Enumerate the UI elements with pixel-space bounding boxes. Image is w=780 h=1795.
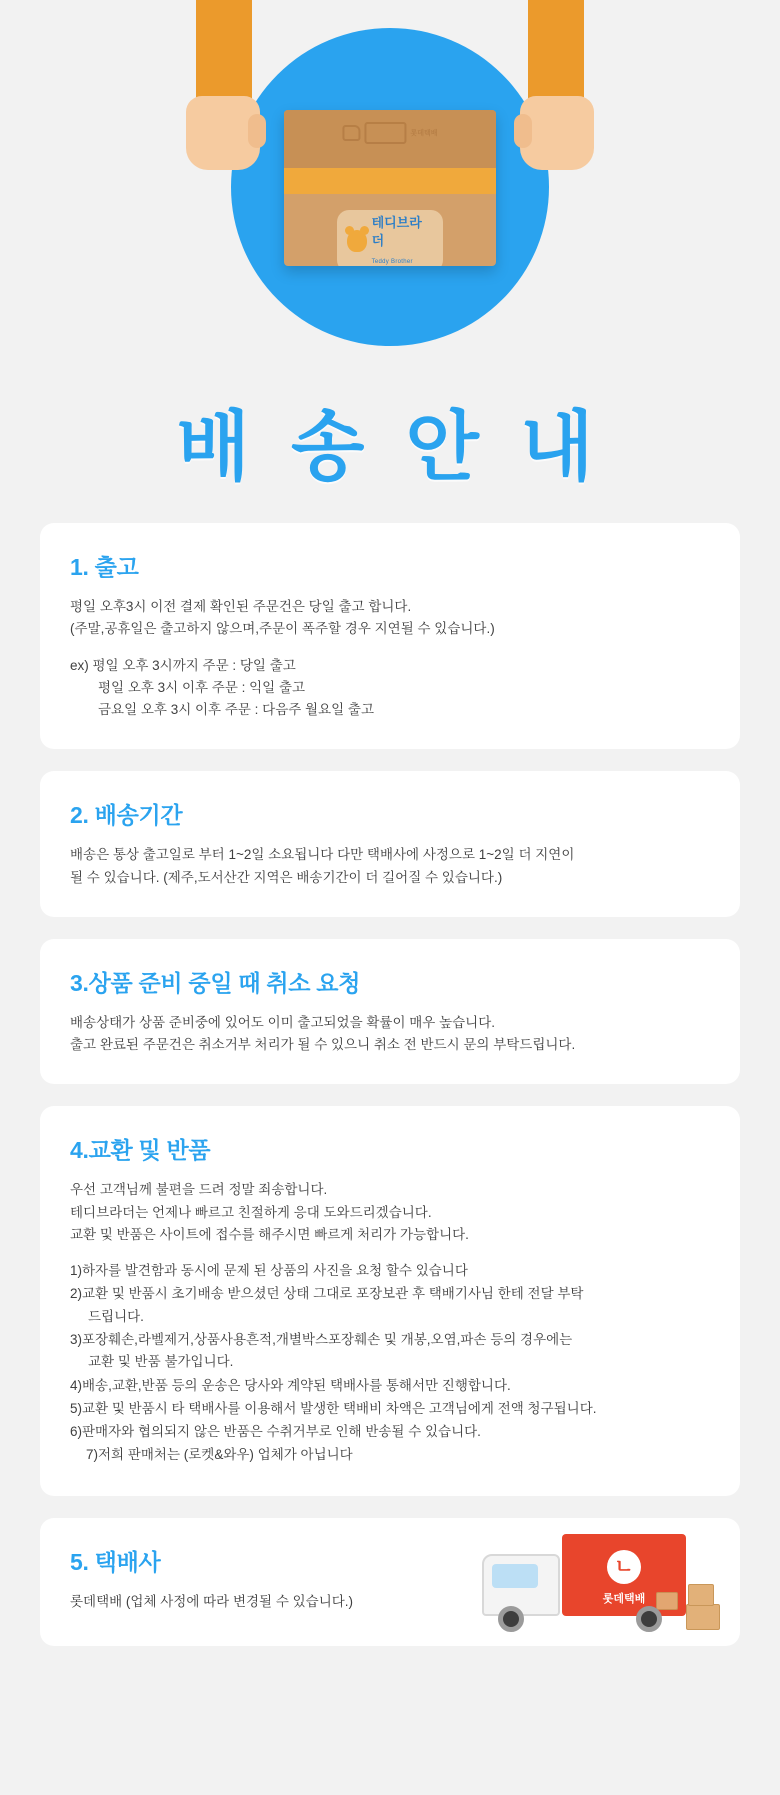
list-item-text: 7)저희 판매처는 (로켓&와우) 업체가 아닙니다	[86, 1447, 353, 1463]
example-line: ex) 평일 오후 3시까지 주문 : 당일 출고	[70, 657, 296, 673]
list-item	[70, 1398, 710, 1420]
list-item	[70, 1260, 710, 1282]
section-line: 출고 완료된 주문건은 취소거부 처리가 될 수 있으니 취소 전 반드시 문의 부탁드립니다.	[70, 1037, 576, 1053]
list-item	[70, 1421, 710, 1443]
right-hand	[520, 96, 594, 170]
section-delivery-period	[40, 771, 740, 917]
section-heading: 3.상품 준비 중일 때 취소 요청	[70, 969, 361, 996]
box-tape	[284, 168, 496, 194]
section-heading: 2. 배송기간	[70, 802, 183, 829]
hero-illustration	[0, 0, 780, 380]
example-line: 평일 오후 3시 이후 주문 : 익일 출고	[98, 679, 306, 695]
section-heading: 4.교환 및 반품	[70, 1137, 211, 1164]
page-title: 배 송 안 내	[176, 405, 604, 490]
parcel-box	[284, 110, 496, 266]
truck-cab	[482, 1554, 560, 1616]
section-line: 테디브라더는 언제나 빠르고 친절하게 응대 도와드리겠습니다.	[70, 1204, 432, 1220]
truck-window	[492, 1564, 538, 1588]
delivery-truck-icon	[342, 122, 437, 144]
list-item-text: 3)포장훼손,라벨제거,상품사용흔적,개별박스포장훼손 및 개봉,오염,파손 등의 경우에는	[70, 1331, 573, 1347]
list-item-text: 6)판매자와 협의되지 않은 반품은 수취거부로 인해 반송될 수 있습니다.	[70, 1424, 481, 1440]
left-hand	[186, 96, 260, 170]
list-item-text: 2)교환 및 반품시 초기배송 받으셨던 상태 그대로 포장보관 후 택배기사님 한테 전달 부탁	[70, 1286, 584, 1302]
list-item-subtext: 드립니다.	[88, 1308, 144, 1324]
brand-name: 테디브라더	[371, 215, 422, 248]
brand-subtitle: Teddy Brother	[371, 259, 413, 265]
section-line: 될 수 있습니다. (제주,도서산간 지역은 배송기간이 더 길어질 수 있습니다.)	[70, 869, 503, 885]
list-item-text: 1)하자를 발견함과 동시에 문제 된 상품의 사진을 요청 할수 있습니다	[70, 1263, 468, 1279]
list-item	[70, 1329, 710, 1374]
list-item-subtext: 교환 및 반품 불가입니다.	[88, 1354, 234, 1370]
section-line: 롯데택배 (업체 사정에 따라 변경될 수 있습니다.)	[70, 1593, 354, 1609]
section-exchange-return	[40, 1106, 740, 1495]
truck-wheel	[498, 1606, 524, 1632]
section-line: (주말,공휴일은 출고하지 않으며,주문이 폭주할 경우 지연될 수 있습니다.)	[70, 621, 495, 637]
courier-logo-text: 롯데택배	[602, 1592, 646, 1605]
section-heading: 1. 출고	[70, 554, 139, 580]
courier-truck-icon	[472, 1520, 722, 1640]
section-line: 배송은 통상 출고일로 부터 1~2일 소요됩니다 다만 택배사에 사정으로 1~2일 더 지연이	[70, 847, 575, 863]
example-line: 금요일 오후 3시 이후 주문 : 다음주 월요일 출고	[98, 702, 375, 718]
list-item	[70, 1375, 710, 1397]
list-item	[70, 1283, 710, 1328]
section-courier	[40, 1518, 740, 1646]
section-line: 평일 오후3시 이전 결제 확인된 주문건은 당일 출고 합니다.	[70, 599, 412, 614]
exchange-return-list	[70, 1260, 710, 1466]
list-item	[70, 1444, 710, 1466]
list-item-text: 4)배송,교환,반품 등의 운송은 당사와 계약된 택배사를 통해서만 진행합니다.	[70, 1377, 511, 1393]
brand-logo	[337, 210, 443, 266]
package-box	[688, 1584, 714, 1606]
courier-logo-mark: ㄴ	[607, 1550, 641, 1584]
package-box	[686, 1604, 720, 1630]
section-line: 교환 및 반품은 사이트에 접수를 해주시면 빠르게 처리가 가능합니다.	[70, 1226, 469, 1242]
bear-icon	[347, 230, 367, 252]
package-box	[656, 1592, 678, 1610]
section-cancel-request	[40, 939, 740, 1085]
truck-wheel	[636, 1606, 662, 1632]
section-line: 우선 고객님께 불편을 드려 정말 죄송합니다.	[70, 1182, 328, 1198]
section-line: 배송상태가 상품 준비중에 있어도 이미 출고되었을 확률이 매우 높습니다.	[70, 1014, 495, 1030]
section-heading: 5. 택배사	[70, 1548, 161, 1575]
box-truck-label: 롯데택배	[410, 130, 438, 137]
section-shipping-out	[40, 523, 740, 749]
list-item-text: 5)교환 및 반품시 타 택배사를 이용해서 발생한 택배비 차액은 고객님에게 전액 청구됩니다.	[70, 1400, 597, 1416]
